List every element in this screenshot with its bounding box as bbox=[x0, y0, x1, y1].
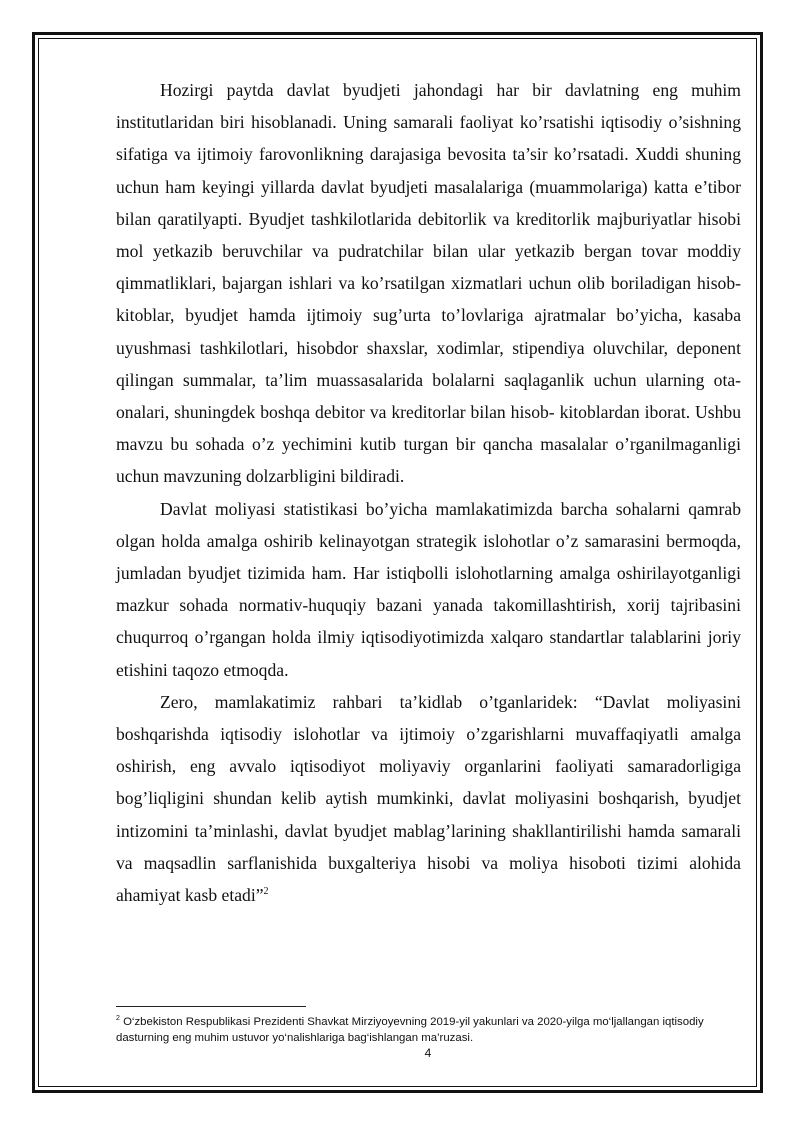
footnote-marker: 2 bbox=[116, 1015, 120, 1023]
footnote-reference[interactable]: 2 bbox=[263, 886, 269, 898]
paragraph-1: Hozirgi paytda davlat byudjeti jahondagi har bir davlatning eng muhim institutlaridan biri hisoblanadi. Uning samarali faoliyat ko’rsatishi iqtisodiy o’sishning sifatiga va ijtimoiy farovonlikning darajasiga bevosita ta’sir ko’rsatadi. Xuddi shuning uchun ham keyingi yillarda davlat byudjeti masalalariga (muammolariga) katta e’tibor bilan qaratilyapti. Byudjet tashkilotlarida debitorlik va kreditorlik majburiyatlar hisobi mol yetkazib beruvchilar va pudratchilar bilan ular yetkazib bergan tovar moddiy qimmatliklari, bajargan ishlari va ko’rsatilgan xizmatlari uchun olib boriladigan hisob-kitoblar, byudjet hamda ijtimoiy sug’urta to’lovlariga ajratmalar bo’yicha, kasaba uyushmasi tashkilotlari, hisobdor shaxslar, xodimlar, stipendiya oluvchilar, deponent qilingan summalar, ta’lim muassasalarida bolalarni saqlaganlik uchun ularning ota-onalari, shuningdek boshqa debitor va kreditorlar bilan hisob- kitoblardan iborat. Ushbu mavzu bu sohada o’z yechimini kutib turgan bir qancha masalalar o’rganilmaganligi uchun mavzuning dolzarbligini bildiradi. bbox=[116, 80, 741, 487]
footnote bbox=[116, 1014, 736, 1046]
page-number: 4 bbox=[424, 1046, 432, 1060]
paragraph-2: Davlat moliyasi statistikasi bo’yicha mamlakatimizda barcha sohalarni qamrab olgan holda amalga oshirib kelinayotgan strategik islohotlar o’z samarasini bermoqda, jumladan byudjet tizimida ham. Har istiqbolli islohotlarning amalga oshirilayotganligi mazkur sohada normativ-huquqiy bazani yanada takomillashtirish, xorij tajribasini chuqurroq o’rgangan holda ilmiy iqtisodiyotimizda xalqaro standartlar talablarini joriy etishini taqozo etmoqda. bbox=[116, 498, 741, 680]
footnote-text: O‘zbekiston Respublikasi Prezidenti Shavkat Mirziyoyevning 2019-yil yakunlari va 2020-yilga mo‘ljallangan iqtisodiy dasturning eng muhim ustuvor yo‘nalishlariga bag‘ishlangan ma’ruzasi. bbox=[116, 1016, 704, 1044]
footnote-separator bbox=[116, 1006, 306, 1007]
paragraph-3-text: Zero, mamlakatimiz rahbari ta’kidlab o’tganlaridek: “Davlat moliyasini boshqarishda iqtisodiy islohotlar va ijtimoiy o’zgarishlarni muvaffaqiyatli amalga oshirish, eng avvalo iqtisodiyot moliyaviy organlarini faoliyati samaradorligiga bog’liqligini shundan kelib aytish mumkinki, davlat moliyasini boshqarish, byudjet intizomini ta’minlashi, davlat byudjet mablag’larining shakllantirilishi hamda samarali va maqsadlin sarflanishida buxgalteriya hisobi va moliya hisoboti tizimi alohida ahamiyat kasb etadi” bbox=[116, 691, 741, 906]
document-body bbox=[116, 74, 741, 911]
paragraph-3 bbox=[116, 686, 741, 911]
